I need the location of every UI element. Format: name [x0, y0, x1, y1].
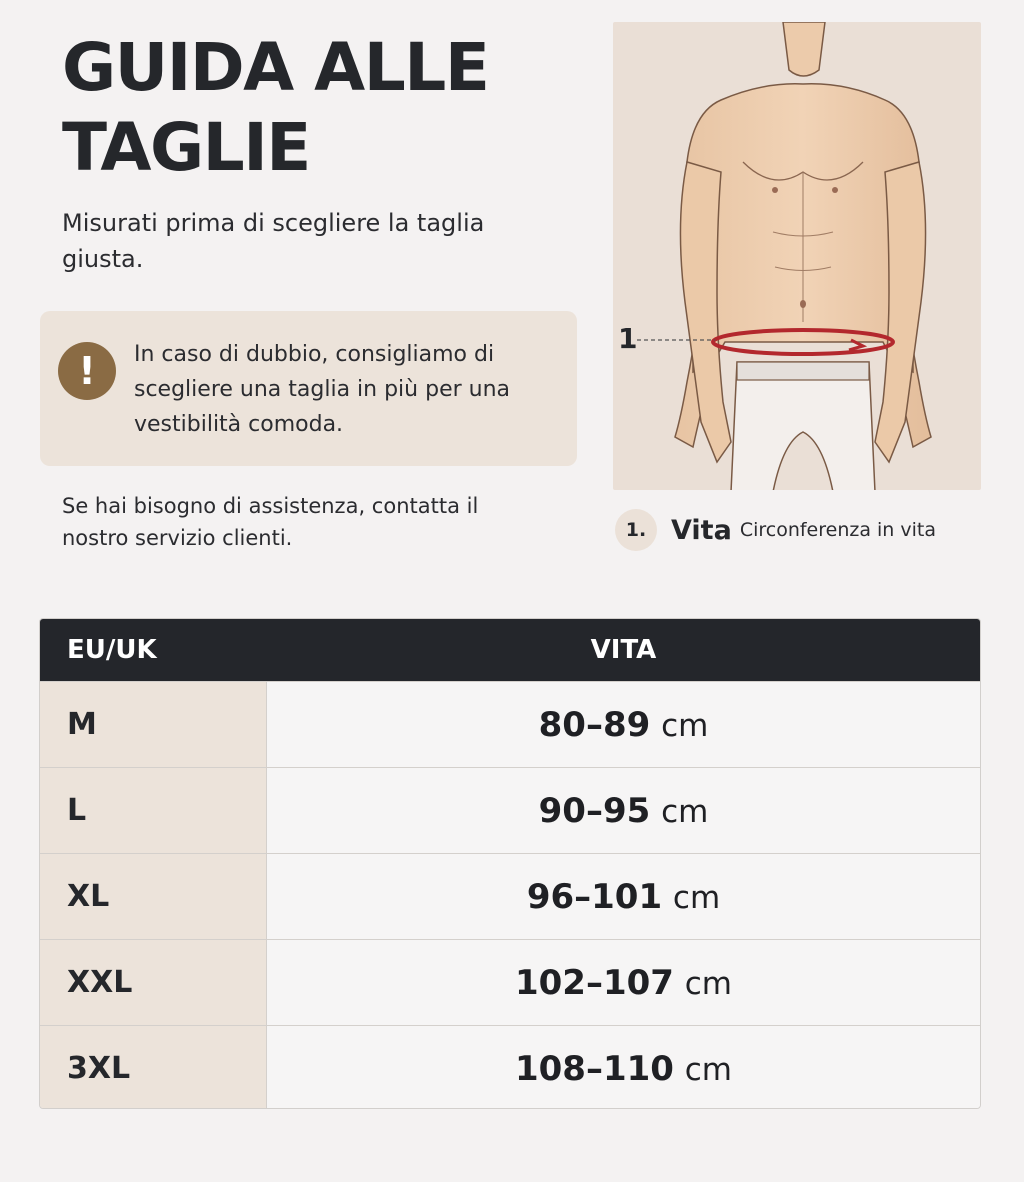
- waist-value: 96–101: [526, 877, 663, 917]
- waist-cell: [267, 1026, 980, 1109]
- size-cell: XL: [40, 854, 267, 939]
- notice-text: In caso di dubbio, consigliamo di scegliere una taglia in più per una vestibilità comoda.: [134, 342, 511, 437]
- waist-unit: cm: [684, 966, 732, 1002]
- waist-value: 90–95: [538, 791, 651, 831]
- size-cell: XXL: [40, 940, 267, 1025]
- waist-value: 102–107: [514, 963, 674, 1003]
- table-row: [40, 939, 980, 1025]
- size-cell: L: [40, 768, 267, 853]
- torso-illustration: [613, 22, 981, 490]
- table-row: [40, 681, 980, 767]
- size-cell: M: [40, 682, 267, 767]
- waist-cell: [267, 682, 980, 767]
- exclamation-icon: !: [58, 342, 116, 400]
- body-illustration: [613, 22, 981, 490]
- notice-box: [40, 311, 577, 466]
- legend-number: 1.: [615, 509, 657, 551]
- table-row: [40, 1025, 980, 1109]
- waist-value: 80–89: [538, 705, 651, 745]
- size-cell: 3XL: [40, 1026, 267, 1109]
- waist-unit: cm: [661, 794, 709, 830]
- table-row: [40, 853, 980, 939]
- measurement-legend: [615, 508, 995, 552]
- size-table: [39, 618, 981, 1109]
- waist-unit: cm: [684, 1052, 732, 1088]
- waist-unit: cm: [661, 708, 709, 744]
- table-row: [40, 767, 980, 853]
- legend-title: Vita: [671, 514, 732, 546]
- help-text: Se hai bisogno di assistenza, contatta il nostro servizio clienti.: [62, 494, 479, 550]
- waist-value: 108–110: [514, 1049, 674, 1089]
- waist-cell: [267, 768, 980, 853]
- column-header-size: EU/UK: [67, 635, 157, 665]
- page-subtitle: Misurati prima di scegliere la taglia giusta.: [62, 209, 485, 273]
- figure-marker-label: 1: [618, 322, 638, 355]
- waist-cell: [267, 854, 980, 939]
- column-header-waist: VITA: [590, 635, 657, 665]
- waist-cell: [267, 940, 980, 1025]
- table-header: [40, 619, 980, 681]
- page-title: GUIDA ALLE TAGLIE: [62, 29, 489, 186]
- waist-unit: cm: [672, 880, 721, 916]
- legend-description: Circonferenza in vita: [739, 519, 937, 541]
